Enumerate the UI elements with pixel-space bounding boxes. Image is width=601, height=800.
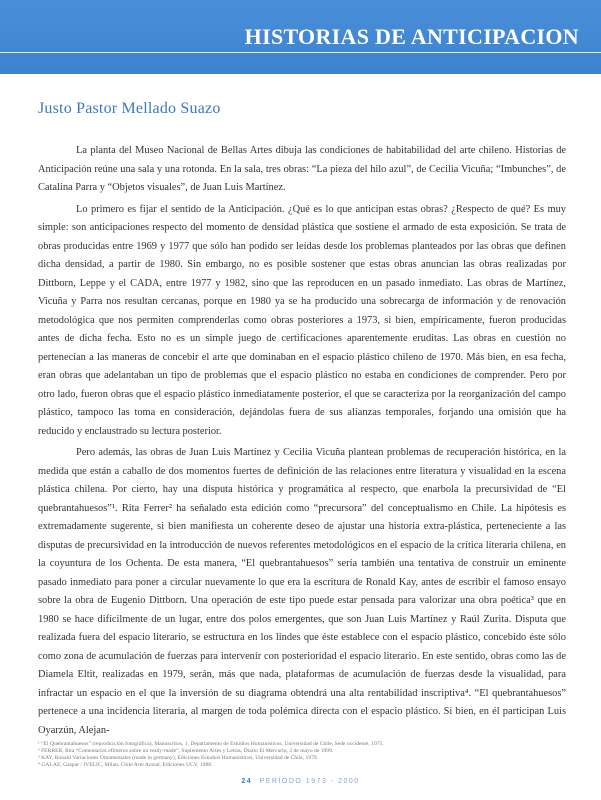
page-footer: [0, 778, 601, 785]
header-banner: [0, 0, 601, 74]
footnote: ⁴ GALAZ, Gaspar / IVELIC, Milan, Chile Arte Actual, Ediciones UCV, 1988.: [38, 762, 213, 768]
banner-divider: [0, 52, 601, 53]
paragraph: Lo primero es fijar el sentido de la Anticipación. ¿Qué es lo que anticipan estas obras? ¿Respecto de qué? Es muy simple: son anticipaciones respecto del momento de densidad plástica que sostiene el armado de esta exposición. Se trata de obras producidas entre 1969 y 1977 que sólo han podido ser leídas desde los problemas planteados por las obras que definen dicha densidad, a partir de 1980. Sin embargo, no es posible sostener que estas obras anuncian las obras realizadas por Dittborn, Leppe y el CADA, entre 1977 y 1982, sino que las reproducen en un pasado inmediato. Las obras de Martínez, Vicuña y Parra nos resultan cercanas, porque en 1980 ya se ha producido una sobrecarga de información y de renovación metodológica que nos permiten comprenderlas como obras posteriores a 1973, si bien, empíricamente, fueron producidas antes de dicha fecha. Esto no es un simple juego de certificaciones aparentemente eruditas. Las obras en cuestión no pertenecían a las maneras de concebir el arte que dominaban en el espacio plástico chileno de 1970. Más bien, en esa fecha, eran obras que adelantaban un tipo de problemas que el espacio plástico no estaba en condiciones de comprender. Pero por otro lado, fueron obras que el espacio plástico inmediatamente posterior, el que se caracteriza por la reorganización del campo plástico, tampoco las toma en consideración, dejándolas fuera de sus alianzas temporales, forjando una omisión que ha reducido y enclaustrado su lectura posterior.: [38, 203, 566, 437]
section-title: HISTORIAS DE ANTICIPACION: [244, 24, 579, 49]
article-body: [38, 142, 566, 740]
paragraph: Pero además, las obras de Juan Luis Martínez y Cecilia Vicuña plantean problemas de recuperación histórica, en la medida que están a caballo de dos momentos fuertes de definición de las relaciones entre literatura y visualidad en la escena plástica chilena. Por cierto, hay una disputa histórica y programática al respecto, que enarbola la precursividad de “El quebrantahuesos”¹. Rita Ferrer² ha señalado esta edición como “precursora” del conceptualismo en Chile. La hipótesis es extremadamente sugerente, si bien manifiesta un coherente deseo de ajustar una historia extra-plástica, perteneciente a las disputas de precursividad en la introducción de nuevos referentes metodológicos en el espacio de la crítica literaria chilena, en la coyuntura de los Ochenta. De esta manera, “El quebrantahuesos” sería también una tentativa de construir un eminente pasado inmediato para poner a circular nuevamente lo que era la escritura de Ronald Kay, antes de escribir el famoso ensayo sobre la obra de Eugenio Dittborn. Una operación de este tipo puede estar pensada para valorizar una obra poética³ que en 1980 se hace difícilmente de un lugar, entre dos polos emergentes, que son Juan Luis Martínez y Raúl Zurita. Disputa que realizada fuera del espacio literario, se estructura en los lindes que éste establece con el espacio plástico, concebido éste sólo como zona de acumulación de fuerzas para intervenir con posterioridad el espacio literario. En este sentido, obras como las de Diamela Eltit, realizadas en 1979, serán, más que nada, plataformas de acumulación de fuerzas desde la visualidad, para infractar un espacio en el que la inversión de su diagrama obtendrá una alta rentabilidad inscriptiva⁴. “El quebrantahuesos” pertenece a una incidencia literaria, al margen de toda polémica directa con el espacio plástico. Si bien, en él participan Luis Oyarzún, Alejan-: [38, 447, 566, 736]
page-number: 24: [241, 778, 253, 785]
author-name: Justo Pastor Mellado Suazo: [38, 100, 221, 117]
footnote: ¹ “El Quebrantahuesos” (reproducción fotográfica), Manuscritos, 1, Departamento de Estudios Humanísticos, Universidad de Chile, Sede occidente, 1975.: [38, 741, 384, 747]
footnotes: [38, 741, 566, 769]
paragraph: La planta del Museo Nacional de Bellas Artes dibuja las condiciones de habitabilidad del arte chileno. Historias de Anticipación reúne una sala y una rotonda. En la sala, tres obras: “La pieza del hilo azul”, de Cecilia Vicuña; “Imbunches”, de Catalina Parra y “Objetos visuales”, de Juan Luis Martínez.: [38, 145, 566, 193]
footnote: ³ KAY, Ronald Variaciones Ornamentales (made in germany), Ediciones Estudios Humanísticos, Universidad de Chile, 1979.: [38, 755, 319, 761]
footnote: ² FERRER, Rita “Comentarios efímeros sobre un ready-made”, Suplemento Artes y Letras, Diario El Mercurio, 2 de mayo de 1999.: [38, 748, 334, 754]
period-label: PERÍODO 1973 - 2000: [259, 778, 360, 785]
